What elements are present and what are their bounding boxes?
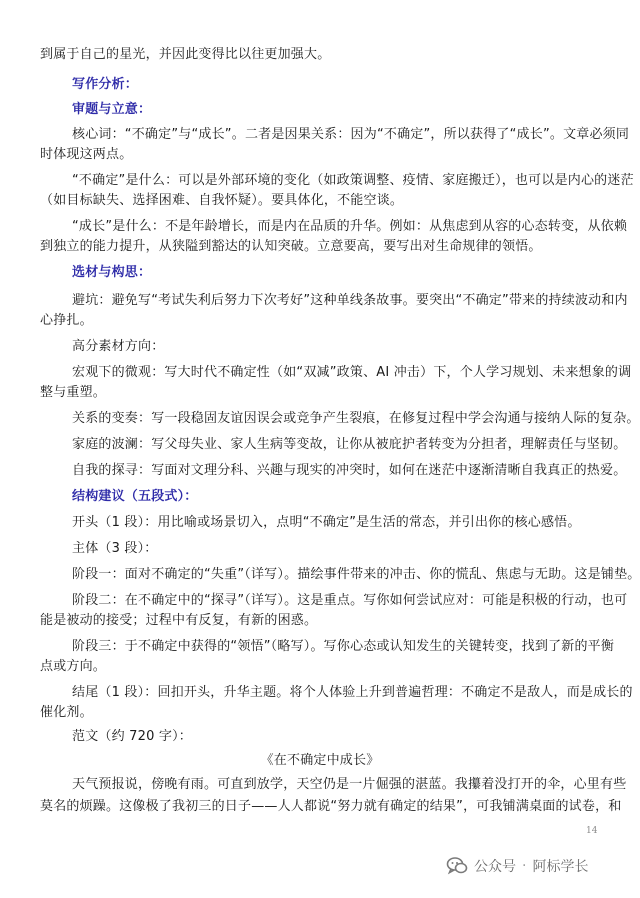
wechat-icon bbox=[446, 856, 468, 876]
text-line: 莫名的烦躁。这像极了我初三的日子——人人都说“努力就有确定的结果”，可我铺满桌面的试卷，和 bbox=[40, 799, 622, 814]
text-line: 关系的变奏：写一段稳固友谊因误会或竞争产生裂痕，在修复过程中学会沟通与接纳人际的复杂。 bbox=[72, 411, 640, 426]
text-line: 开头（1 段）：用比喻或场景切入，点明“不确定”是生活的常态，并引出你的核心感悟。 bbox=[72, 515, 581, 530]
text-line: 催化剂。 bbox=[40, 705, 93, 720]
text-line: 心挣扎。 bbox=[40, 313, 93, 328]
section-heading: 选材与构思： bbox=[72, 265, 152, 280]
section-heading: 审题与立意： bbox=[72, 102, 152, 117]
section-heading: 结构建议（五段式）： bbox=[72, 489, 198, 504]
text-line: 到属于自己的星光，并因此变得比以往更加强大。 bbox=[40, 47, 331, 62]
watermark-account-name: 阿标学长 bbox=[532, 859, 589, 875]
text-line: 宏观下的微观：写大时代不确定性（如“双减”政策、AI 冲击）下，个人学习规划、未来想象的调 bbox=[72, 365, 632, 380]
watermark-separator: · bbox=[522, 858, 527, 874]
text-line: “不确定”是什么：可以是外部环境的变化（如政策调整、疫情、家庭搬迁），也可以是内心的迷茫 bbox=[72, 173, 634, 188]
text-line: 避坑：避免写“考试失利后努力下次考好”这种单线条故事。要突出“不确定”带来的持续波动和内 bbox=[72, 293, 628, 308]
text-line: “成长”是什么：不是年龄增长，而是内在品质的升华。例如：从焦虑到从容的心态转变，从依赖 bbox=[72, 219, 628, 234]
text-line: 整与重塑。 bbox=[40, 385, 107, 400]
text-line: 主体（3 段）： bbox=[72, 541, 158, 556]
text-line: （如目标缺失、选择困难、自我怀疑）。要具体化，不能空谈。 bbox=[40, 193, 404, 208]
text-line: 自我的探寻：写面对文理分科、兴趣与现实的冲突时，如何在迷茫中逐渐清晰自我真正的热爱。 bbox=[72, 463, 627, 478]
text-line: 阶段一：面对不确定的“失重”（详写）。描绘事件带来的冲击、你的慌乱、焦虑与无助。这是铺垫。 bbox=[72, 567, 640, 582]
essay-title: 《在不确定中成长》 bbox=[260, 753, 380, 768]
text-line: 结尾（1 段）：回扣开头，升华主题。将个人体验上升到普遍哲理：不确定不是敌人，而是成长的 bbox=[72, 685, 633, 700]
text-line: 阶段二：在不确定中的“探寻”（详写）。这是重点。写你如何尝试应对：可能是积极的行动，也可 bbox=[72, 593, 628, 608]
text-line: 能是被动的接受；过程中有反复，有新的困惑。 bbox=[40, 613, 318, 628]
section-heading: 写作分析： bbox=[72, 77, 139, 92]
watermark-prefix: 公众号 bbox=[474, 859, 516, 875]
text-line: 家庭的波澜：写父母失业、家人生病等变故，让你从被庇护者转变为分担者，理解责任与坚韧。 bbox=[72, 437, 627, 452]
text-line: 时体现这两点。 bbox=[40, 147, 133, 162]
text-line: 天气预报说，傍晚有雨。可直到放学，天空仍是一片倔强的湛蓝。我攥着没打开的伞，心里有些 bbox=[72, 777, 627, 792]
text-line: 高分素材方向： bbox=[72, 339, 165, 354]
text-line: 核心词：“不确定”与“成长”。二者是因果关系：因为“不确定”，所以获得了“成长”。文章必须同 bbox=[72, 127, 630, 142]
text-line: 阶段三：于不确定中获得的“领悟”（略写）。写你心态或认知发生的关键转变，找到了新的平衡 bbox=[72, 639, 615, 654]
text-line: 点或方向。 bbox=[40, 659, 107, 674]
page-number: 14 bbox=[586, 826, 598, 836]
text-line: 范文（约 720 字）： bbox=[72, 729, 192, 744]
wechat-watermark bbox=[446, 856, 588, 876]
text-line: 到独立的能力提升，从狭隘到豁达的认知突破。立意要高，要写出对生命规律的领悟。 bbox=[40, 239, 542, 254]
